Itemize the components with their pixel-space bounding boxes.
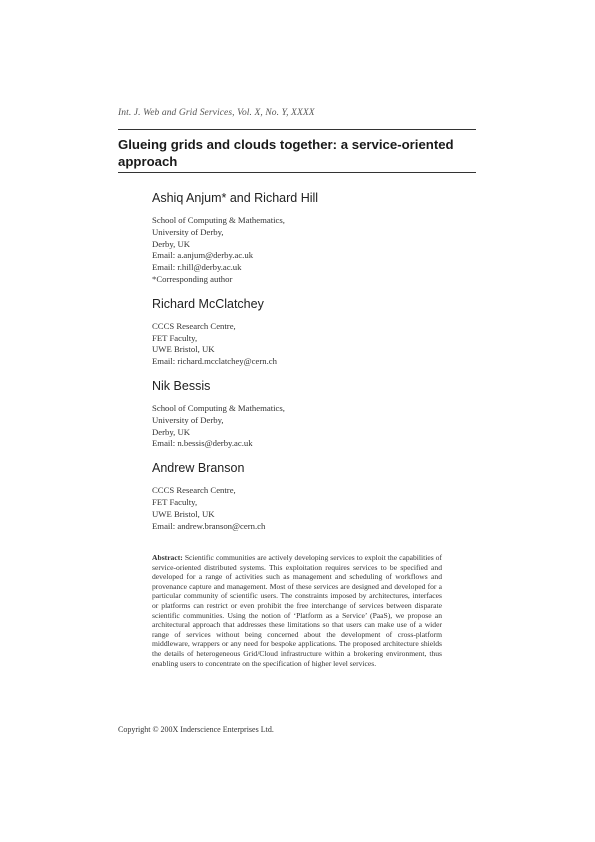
author-name: Nik Bessis xyxy=(152,378,211,393)
affiliation-line: Derby, UK xyxy=(152,238,191,249)
email-line: Email: a.anjum@derby.ac.uk xyxy=(152,250,254,261)
author-block xyxy=(152,378,482,450)
affiliation-line: UWE Bristol, UK xyxy=(152,344,215,355)
copyright-notice: Copyright © 200X Inderscience Enterprises Ltd. xyxy=(118,725,274,734)
email-line: Email: r.hill@derby.ac.uk xyxy=(152,262,242,273)
affiliation-line: FET Faculty, xyxy=(152,496,198,507)
email-line: Email: richard.mcclatchey@cern.ch xyxy=(152,356,277,367)
title-rule-top xyxy=(118,129,476,130)
author-name: Richard McClatchey xyxy=(152,296,264,311)
author-name: Andrew Branson xyxy=(152,461,245,476)
title-rule-bottom xyxy=(118,172,476,173)
affiliation-line: School of Computing & Mathematics, xyxy=(152,215,285,225)
email-line: Email: andrew.branson@cern.ch xyxy=(152,520,266,531)
affiliation-line: University of Derby, xyxy=(152,414,224,425)
author-block xyxy=(152,460,482,532)
affiliation-line: CCCS Research Centre, xyxy=(152,485,236,496)
author-name: Ashiq Anjum* and Richard Hill xyxy=(152,191,319,205)
affiliation-line: UWE Bristol, UK xyxy=(152,508,215,519)
abstract-text: Scientific communities are actively developing services to exploit the capabilities of service-oriented distributed systems. This exploitation requires services to be specified and developed for a range of activities such as management and scheduling of workflows and provenance capture and management. Most of these services are designed and developed for a particular community of scientific users. The constraints imposed by architectures, interfaces or platforms can restrict or even prohibit the free interchange of services between disparate scientific communities. Using the notion of ‘Platform as a Service’ (PaaS), we propose an architectural approach that addresses these limitations so that users can make use of a wider range of services without being concerned about the development of cross-platform middleware, wrappers or any need for bespoke applications. The proposed architecture shields the details of heterogeneous Grid/Cloud infrastructure within a brokering environment, thus enabling users to concentrate on the specification of higher level services. xyxy=(152,553,443,668)
affiliation-line: CCCS Research Centre, xyxy=(152,320,236,331)
affiliation-line: Derby, UK xyxy=(152,426,191,437)
affiliation-line: School of Computing & Mathematics, xyxy=(152,402,285,413)
author-list xyxy=(152,190,482,542)
affiliation-line: FET Faculty, xyxy=(152,332,198,343)
affiliation-line: University of Derby, xyxy=(152,226,224,237)
author-block xyxy=(152,190,482,286)
abstract xyxy=(152,553,442,668)
journal-header: Int. J. Web and Grid Services, Vol. X, No. Y, XXXX xyxy=(118,108,315,118)
corresponding-author-note: *Corresponding author xyxy=(152,273,233,284)
paper-title: Glueing grids and clouds together: a service-oriented approach xyxy=(118,137,454,169)
author-block xyxy=(152,296,482,368)
email-line: Email: n.bessis@derby.ac.uk xyxy=(152,438,253,449)
abstract-label: Abstract: xyxy=(152,553,183,562)
